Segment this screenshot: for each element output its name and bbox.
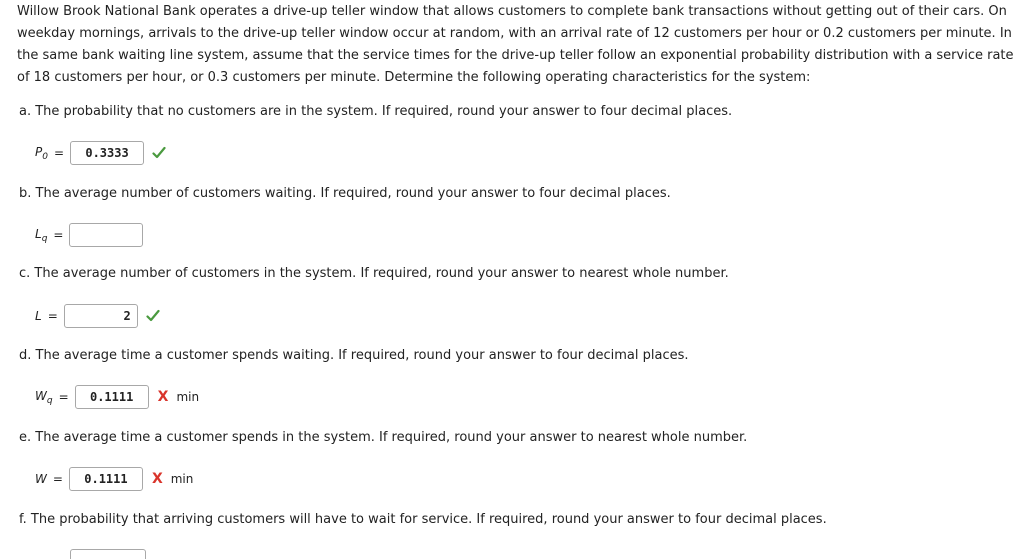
answer-row-d — [35, 385, 199, 409]
equals-sign: = — [53, 228, 64, 242]
var-p0 — [35, 145, 48, 162]
var-l: L — [35, 309, 42, 323]
answer-input-b[interactable] — [69, 223, 143, 247]
left-bracket-icon — [0, 296, 8, 336]
answer-input-a[interactable]: 0.3333 — [70, 141, 144, 165]
answer-input-d[interactable]: 0.1111 — [75, 385, 149, 409]
correct-check-icon — [146, 309, 160, 323]
equals-sign: = — [53, 146, 65, 160]
answer-row-e — [35, 467, 193, 491]
incorrect-x-icon: X — [151, 471, 163, 487]
answer-row-c — [35, 304, 160, 328]
equals-sign: = — [47, 309, 58, 323]
question-f: f. The probability that arriving customers will have to wait for service. If required, round your answer to four decimal places. — [19, 512, 827, 527]
equals-sign: = — [58, 390, 69, 404]
question-c: c. The average number of customers in the system. If required, round your answer to nearest whole number. — [19, 266, 729, 281]
var-w: W — [35, 472, 47, 486]
incorrect-x-icon: X — [157, 389, 169, 405]
var-wq — [35, 389, 53, 406]
var-wq-letter: W — [35, 388, 47, 403]
question-d: d. The average time a customer spends waiting. If required, round your answer to four decimal places. — [19, 348, 689, 363]
var-lq-sub: q — [41, 233, 48, 244]
var-p0-sub: 0 — [42, 151, 48, 162]
correct-check-icon — [152, 146, 166, 160]
question-e: e. The average time a customer spends in the system. If required, round your answer to nearest whole number. — [19, 430, 748, 445]
var-wq-sub: q — [46, 395, 53, 406]
var-lq-letter: L — [35, 226, 42, 241]
unit-label: min — [176, 390, 200, 404]
equals-sign: = — [52, 472, 63, 486]
question-b: b. The average number of customers waiting. If required, round your answer to four decimal places. — [19, 186, 671, 201]
answer-row-a — [35, 141, 166, 165]
answer-row-b — [35, 223, 143, 247]
var-p0-letter: P — [35, 144, 43, 159]
var-lq — [35, 227, 47, 244]
answer-input-e[interactable]: 0.1111 — [69, 467, 143, 491]
answer-input-c[interactable]: 2 — [64, 304, 138, 328]
question-a: a. The probability that no customers are in the system. If required, round your answer to four decimal places. — [19, 104, 733, 119]
unit-label: min — [170, 472, 194, 486]
problem-intro: Willow Brook National Bank operates a drive-up teller window that allows customers to complete bank transactions without getting out of their cars. On weekday mornings, arrivals to the drive-up teller window occur at random, with an arrival rate of 12 customers per hour or 0.2 customers per minute. In the same bank waiting line system, assume that the service times for the drive-up teller follow an exponential probability distribution with a service rate of 18 customers per hour, or 0.3 customers per minute. Determine the following operating characteristics for the system: — [17, 4, 1014, 85]
answer-input-f[interactable] — [70, 549, 146, 559]
